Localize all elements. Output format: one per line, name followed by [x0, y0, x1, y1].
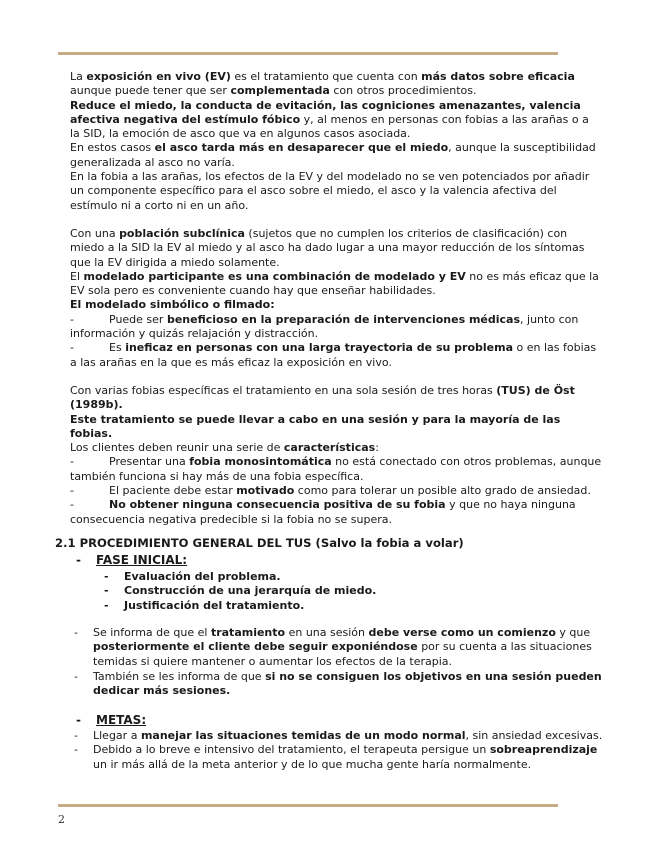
bold-text: fobia monosintomática: [189, 455, 332, 469]
text: aunque puede tener que ser: [70, 84, 231, 98]
list-item: - Justificación del tratamiento.: [104, 599, 376, 613]
bullet-paragraph: - Es ineficaz en personas con una larga trayectoria de su problema o en las fobias a las arañas en la que es más eficaz la exposición en vivo.: [70, 341, 597, 369]
paragraph: [70, 270, 602, 299]
bold-text: Este tratamiento se puede llevar a cabo en una sesión y para la mayoría de las fobias.: [70, 412, 561, 440]
bold-text: sobreaprendizaje: [489, 743, 598, 757]
bullet-paragraph: - Puede ser beneficioso en la preparación de intervenciones médicas, junto con información y quizás relajación y distracción.: [70, 312, 579, 341]
list-item: [74, 626, 604, 669]
text: Debido a lo breve e intensivo del tratamiento, el terapeuta persigue un: [93, 743, 490, 757]
bold-text: ineficaz en personas con una larga trayectoria de su problema: [125, 341, 513, 355]
text: es el tratamiento que cuenta con: [230, 70, 422, 83]
bold-text: más datos sobre eficacia: [421, 70, 575, 83]
text: La: [70, 70, 87, 83]
text: :: [375, 441, 379, 455]
paragraph: [70, 99, 602, 142]
paragraph: [70, 441, 602, 455]
bold-text: (TUS) de Öst (1989b).: [70, 383, 575, 412]
text: Llegar a: [93, 729, 141, 742]
header-rule: [58, 52, 558, 55]
bold-text: características: [283, 441, 376, 455]
bold-text: si no se consiguen los objetivos en una sesión pueden dedicar más sesiones.: [93, 669, 602, 698]
bold-text: motivado: [236, 484, 295, 498]
text: Con una: [70, 226, 120, 240]
list-item: - Evaluación del problema.: [104, 570, 376, 584]
list-item: [74, 670, 604, 699]
text: no es más eficaz que la EV sola pero es conveniente cuando hay que enseñar habilidades.: [70, 269, 599, 298]
steps-list: [104, 570, 376, 613]
paragraph: [70, 384, 602, 413]
bold-text: modelado participante es una combinación de modelado y EV: [83, 269, 466, 283]
bold-text: tratamiento: [210, 626, 286, 639]
paragraph: [70, 298, 602, 312]
paragraph: En la fobia a las arañas, los efectos de la EV y del modelado no se ven potenciados por añadir un componente específico para el asco sobre el miedo, el asco y la valencia afectiva del estímulo ni a corto ni en un año.: [70, 170, 590, 212]
body-text: [70, 70, 602, 527]
text: por su cuenta a las situaciones temidas si quiere mantener o aumentar los efectos de la terapia.: [93, 640, 592, 668]
bold-text: No obtener ninguna consecuencia positiva de su fobia: [109, 498, 446, 512]
text: Es: [109, 341, 126, 355]
bold-text: El modelado simbólico o filmado:: [70, 298, 275, 312]
footer-rule: [58, 804, 558, 807]
text: con otros procedimientos.: [329, 84, 477, 98]
bold-text: complementada: [230, 84, 330, 98]
paragraph: [70, 70, 602, 99]
bold-text: posteriormente el cliente debe seguir exponiéndose: [93, 640, 418, 654]
text: , junto con información y quizás relajación y distracción.: [70, 312, 579, 341]
bold-text: beneficioso en la preparación de intervenciones médicas: [166, 312, 521, 326]
text: Con varias fobias específicas el tratamiento en una sola sesión de tres horas: [70, 383, 497, 397]
bold-text: el asco tarda más en desaparecer que el miedo: [154, 141, 449, 155]
bullet-paragraph: - El paciente debe estar motivado como para tolerar un posible alto grado de ansiedad.: [70, 484, 591, 498]
text: y, al menos en personas con fobias a las arañas o a la SID, la emoción de asco que va en algunos casos asociada.: [70, 112, 589, 141]
text: un ir más allá de la meta anterior y de lo que mucha gente haría normalmente.: [93, 757, 532, 771]
bold-text: Reduce el miedo, la conducta de evitación, las cogniciones amenazantes, valencia afectiva negativa del estímulo fóbico: [70, 98, 581, 126]
text: como para tolerar un posible alto grado de ansiedad.: [294, 484, 591, 498]
text: , aunque la susceptibilidad generalizada al asco no varía.: [70, 141, 596, 169]
bold-text: manejar las situaciones temidas de un modo normal: [140, 729, 466, 742]
text: en una sesión: [285, 626, 369, 639]
text: El paciente debe estar: [109, 484, 237, 498]
list-item: [74, 743, 604, 772]
bullet-paragraph: - Presentar una fobia monosintomática no está conectado con otros problemas, aunque también funciona si hay más de una fobia específica.: [70, 455, 602, 483]
text: En estos casos: [70, 141, 155, 155]
text: (sujetos que no cumplen los criterios de clasificación) con miedo a la SID la EV al miedo y al asco ha dado lugar a una mayor reducción de los síntomas que la EV dirigida a miedo solamente.: [70, 226, 585, 269]
text: El: [70, 269, 84, 283]
text: y que no haya ninguna consecuencia negativa predecible si la fobia no se supera.: [70, 498, 576, 526]
paragraph: [70, 413, 602, 442]
bold-text: debe verse como un comienzo: [368, 626, 556, 639]
text: o en las fobias a las arañas en la que es más eficaz la exposición en vivo.: [70, 341, 597, 369]
text: Los clientes deben reunir una serie de: [70, 441, 284, 455]
fase-inicial-title: - FASE INICIAL:: [76, 553, 187, 567]
bold-text: exposición en vivo (EV): [86, 70, 231, 83]
fase-bullets: [74, 626, 604, 698]
paragraph: [70, 141, 602, 170]
bullet-paragraph: - No obtener ninguna consecuencia positiva de su fobia y que no haya ninguna consecuencia negativa predecible si la fobia no se supera.: [70, 498, 576, 526]
text: También se les informa de que: [93, 669, 266, 683]
text: Presentar una: [109, 455, 190, 469]
list-item: - Construcción de una jerarquía de miedo.: [104, 584, 376, 598]
page-number: 2: [58, 813, 65, 826]
metas-title: - METAS:: [76, 713, 146, 727]
section-heading: 2.1 PROCEDIMIENTO GENERAL DEL TUS (Salvo la fobia a volar): [55, 536, 464, 550]
list-item: [74, 729, 604, 743]
text: Se informa de que el: [93, 626, 211, 639]
bold-text: población subclínica: [119, 226, 245, 240]
text: no está conectado con otros problemas, aunque también funciona si hay más de una fobia específica.: [70, 455, 602, 483]
text: Puede ser: [109, 312, 167, 326]
metas-bullets: [74, 729, 604, 772]
paragraph: [70, 227, 602, 270]
text: y que: [555, 626, 591, 639]
text: , sin ansiedad excesivas.: [465, 729, 603, 742]
